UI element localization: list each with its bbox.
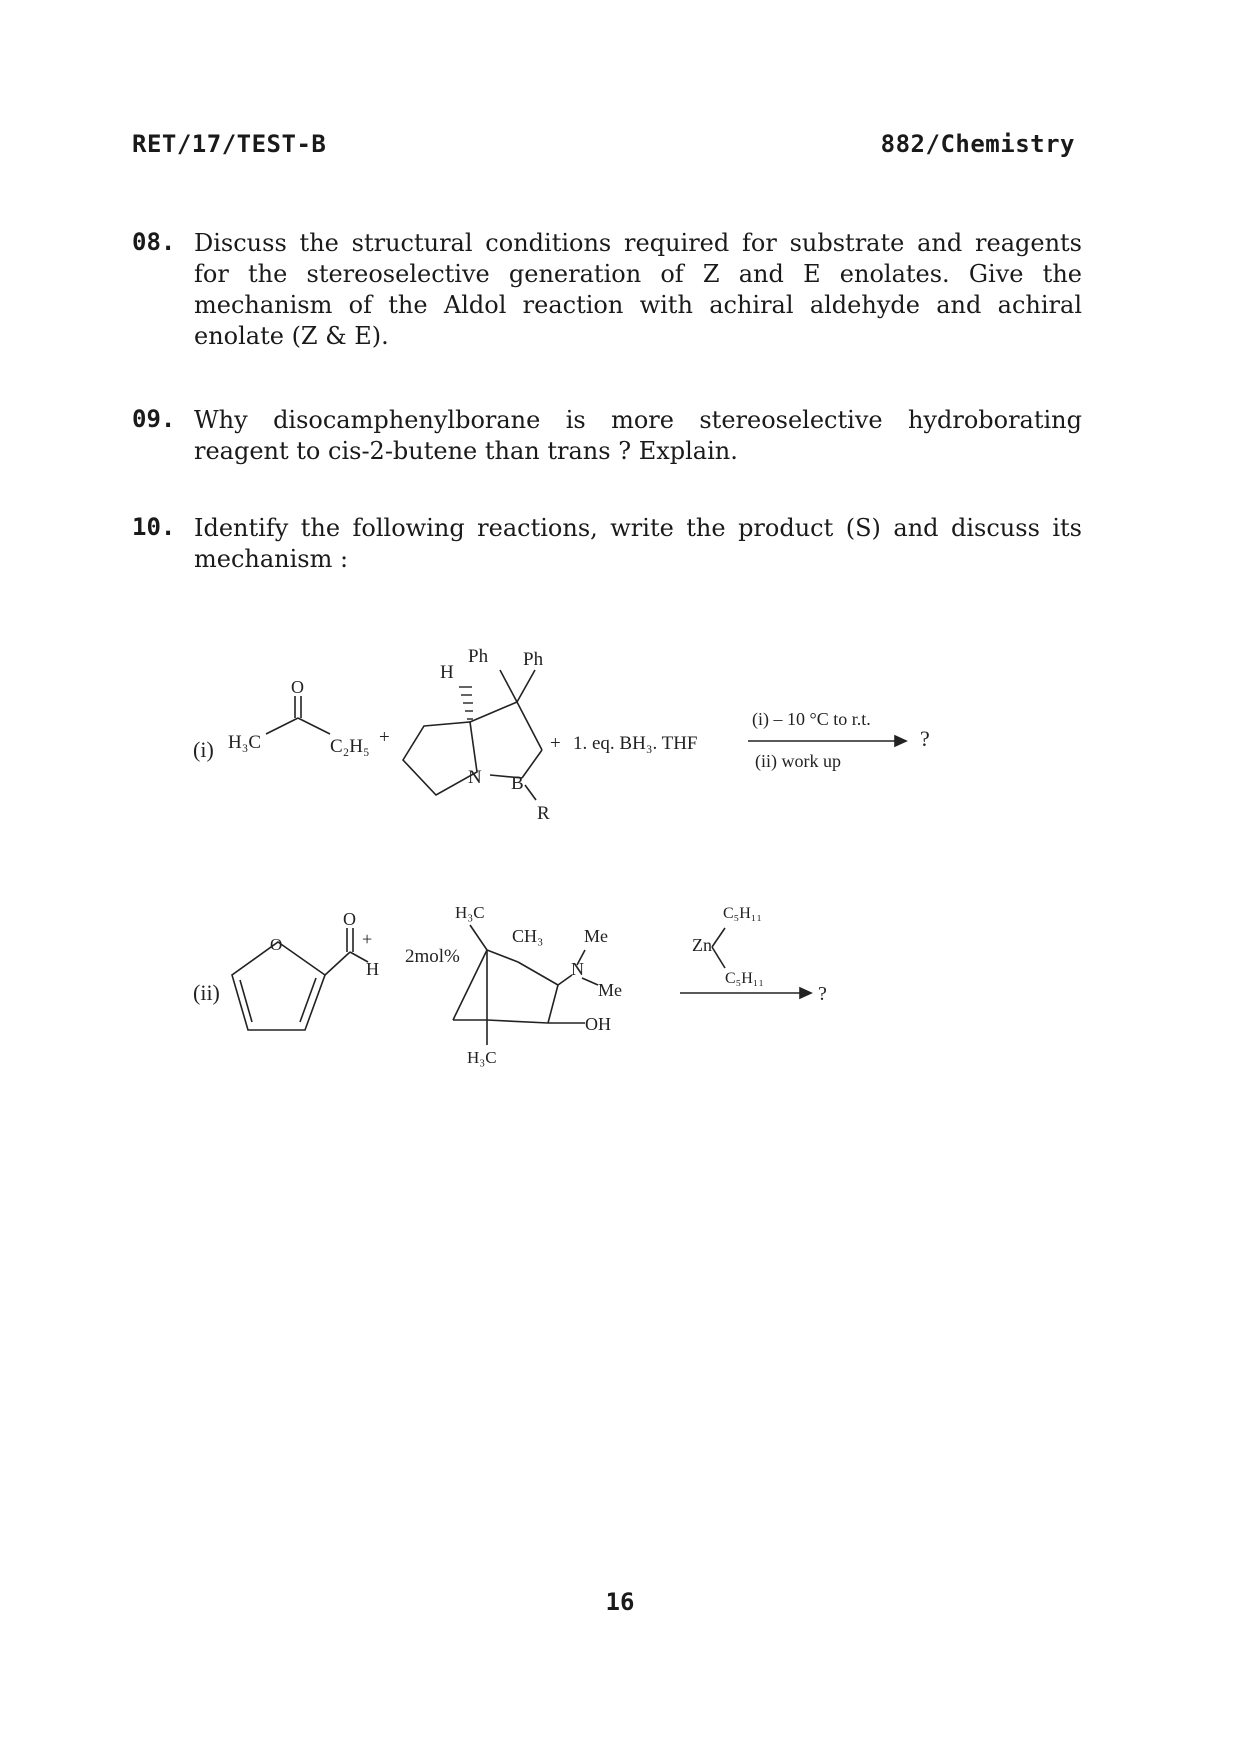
catalyst-nitrogen: N [468,767,482,788]
reaction-1-arrow [748,736,906,746]
hashed-wedge [459,687,473,719]
condition-bottom: (ii) work up [755,751,841,771]
question-text: Identify the following reactions, write the product (S) and discuss its mechanism : [194,514,1082,573]
catalyst-r-group: R [537,803,550,824]
catalyst-loading: 2mol% [405,946,460,967]
catalyst-h: H [440,662,454,683]
question-text: Discuss the structural conditions required for substrate and reagents for the stereoselective generation of Z and E enolates. Give the mechanism of the Aldol reaction with achiral aldehyde and achiral enolate (Z & E). [194,229,1082,350]
condition-top: (i) – 10 °C to r.t. [752,709,871,729]
reaction-2-bonds [232,925,725,1045]
reaction-1-bonds [266,670,542,800]
methyl-bottom: H₃C [467,1048,497,1067]
ketone-methyl: H₃C [228,732,262,753]
pentyl-top: C₅H₁₁ [723,905,762,922]
pentyl-bottom: C₅H₁₁ [725,970,764,987]
product-unknown: ? [818,983,827,1005]
product-unknown: ? [920,726,930,751]
catalyst-ph: Ph [523,649,544,670]
furan-oxygen: O [270,935,283,954]
aldehyde-hydrogen: H [366,959,379,979]
ketone-ethyl: C₂H₅ [330,736,370,757]
plus-sign: + [362,929,373,949]
reaction-label-ii: (ii) [193,980,220,1005]
methyl-right: CH₃ [512,926,544,946]
amine-nitrogen: N [571,959,584,979]
n-methyl: Me [584,926,608,946]
page-number: 16 [605,1588,635,1616]
catalyst-boron: B [511,773,524,794]
plus-sign: + [550,733,561,754]
catalyst-ph: Ph [468,646,489,667]
subject-label: 882/Chemistry [880,130,1075,158]
methyl-top: H₃C [455,903,485,922]
question-number: 09. [132,405,176,433]
question-text: Why disocamphenylborane is more stereoselective hydroborating reagent to cis-2-butene than trans ? Explain. [194,406,1082,465]
hydroxyl: OH [585,1014,611,1034]
ketone-oxygen: O [291,677,304,697]
reaction-2-arrow [680,988,811,998]
zinc: Zn [692,935,712,955]
plus-sign: + [379,727,390,748]
question-number: 08. [132,228,176,256]
reaction-label-i: (i) [193,737,214,762]
n-methyl: Me [598,980,622,1000]
borane-reagent: 1. eq. BH₃. THF [573,733,698,754]
aldehyde-oxygen: O [343,909,356,929]
exam-code: RET/17/TEST-B [132,130,327,158]
question-number: 10. [132,513,176,541]
